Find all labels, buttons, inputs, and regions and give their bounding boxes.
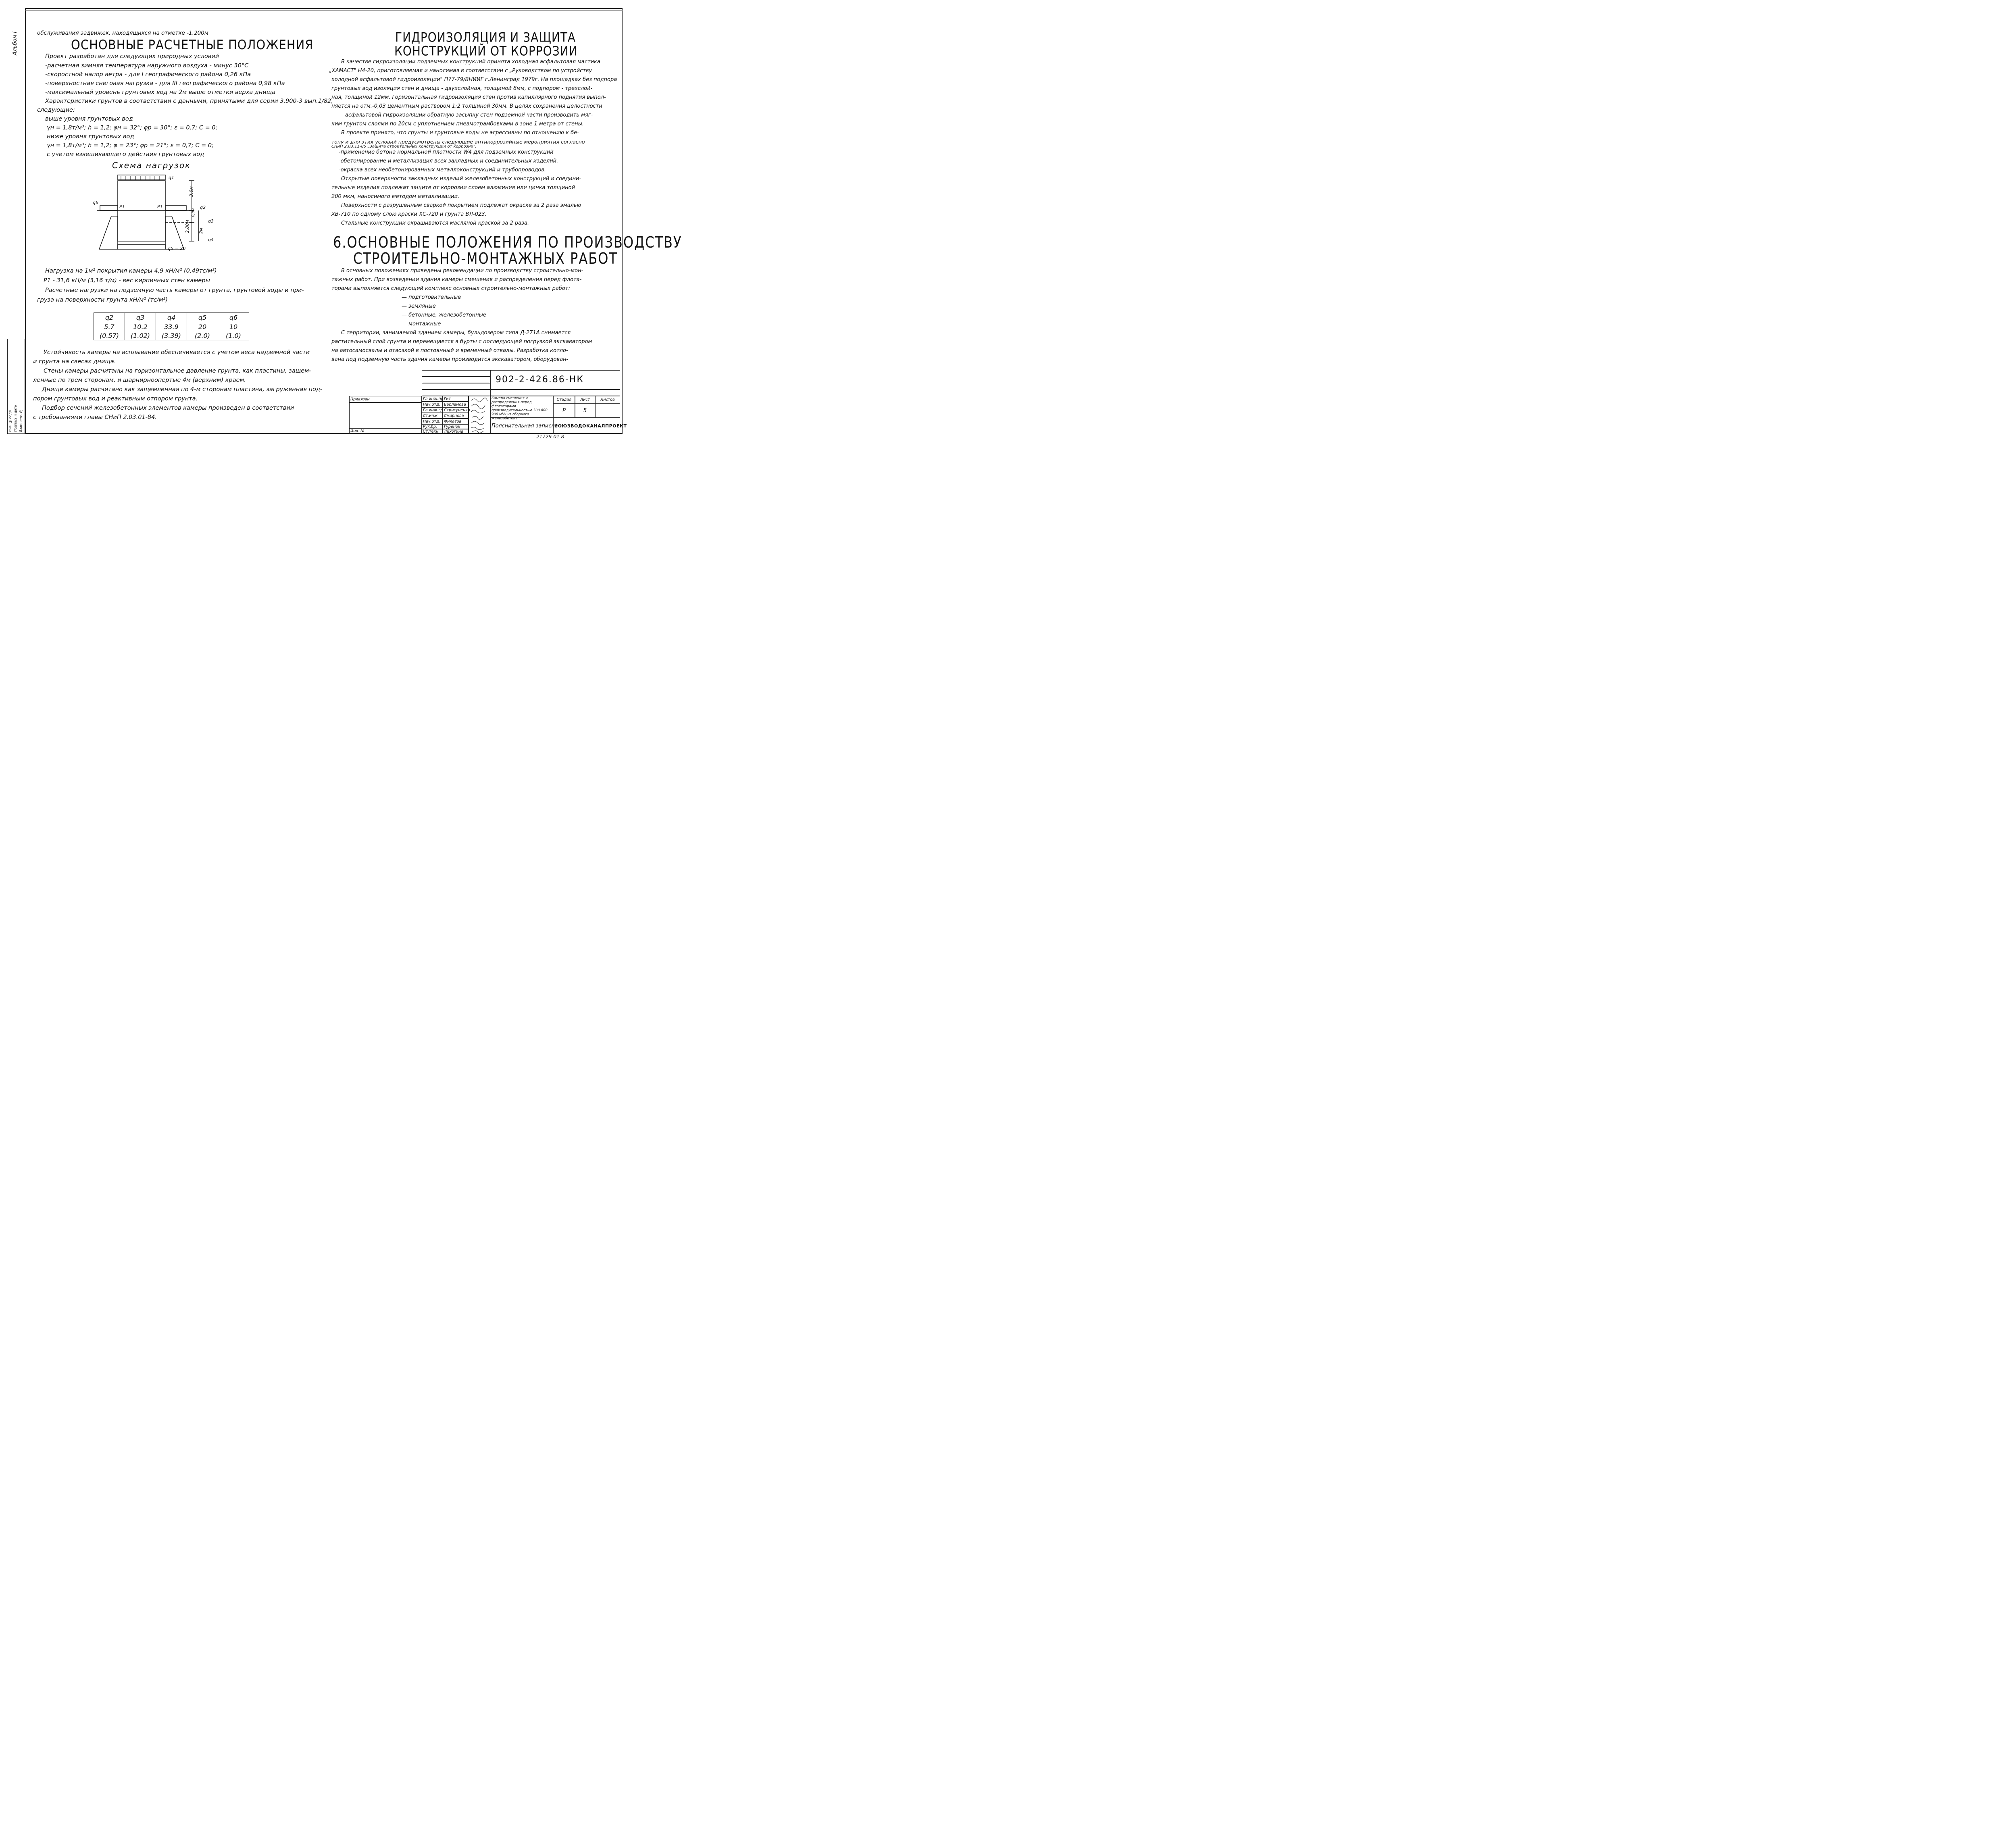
left-bottom-line: пором грунтовых вод и реактивным отпором грунта. [33, 396, 198, 402]
side-stamp-sign: Подпись и дата [14, 405, 17, 432]
right-line: Открытые поверхности закладных изделий железобетонных конструкций и соедини- [341, 176, 581, 182]
left-bottom-line: с требованиями главы СНиП 2.03.01-84. [33, 414, 157, 421]
table-header: q3 [125, 313, 156, 322]
work-item: — подготовительные [402, 294, 461, 300]
name-cell: Филатов [443, 419, 469, 424]
table-cell: (2.0) [187, 331, 218, 340]
left-line: Проект разработан для следующих природных условий [45, 53, 219, 60]
right-line: -окраска всех необетонированных металлоконструкций и трубопроводов. [339, 167, 546, 173]
dim-0-8m: 0,8м [192, 208, 196, 217]
table-header: q2 [94, 313, 125, 322]
label-q6: q6 [93, 200, 98, 205]
role-cell: Ст.инж. [422, 413, 443, 419]
stamp-grid-cell [490, 390, 620, 396]
scheme-title: Схема нагрузок [112, 160, 191, 170]
load-scheme-diagram [89, 173, 222, 254]
document-code: 902-2-426.86-НК [490, 370, 620, 390]
role-cell: Гл.инж.гр. [422, 407, 443, 413]
load-line: груза на поверхности грунта кН/м² (тс/м²) [37, 297, 168, 303]
left-line: -расчетная зимняя температура наружного воздуха - минус 30°С [45, 63, 249, 69]
left-line: Характеристики грунтов в соответствии с данными, принятыми для серии 3.900-3 вып.1/82, [45, 98, 333, 104]
stage-header: Стадия [553, 396, 575, 403]
right-line: тону и для этих условий предусмотрены следующие антикоррозийные мероприятия согласно [331, 139, 585, 145]
section6-line: В основных положениях приведены рекомендации по производству строительно-мон- [341, 268, 583, 274]
dim-2-80m: 2,80м [185, 220, 190, 233]
work-item: — монтажные [402, 321, 441, 327]
left-bottom-line: Устойчивость камеры на всплывание обеспечивается с учетом веса надземной части [44, 349, 310, 356]
stamp-grid-cell [422, 370, 490, 377]
intro-text: обслуживания задвижек, находящихся на отметке -1.200м [37, 30, 208, 36]
privyazan-label: Привязан [349, 396, 422, 402]
left-bottom-line: Подбор сечений железобетонных элементов камеры произведен в соответствии [42, 405, 294, 411]
stamp-grid-cell [422, 377, 490, 383]
left-bottom-line: Стены камеры расчитаны на горизонтальное давление грунта, как пластины, защем- [44, 368, 311, 374]
left-line: с учетом взвешивающего действия грунтовых вод [47, 151, 204, 158]
table-cell: (3.39) [156, 331, 187, 340]
right-line: 200 мкм, наносимого методом металлизации. [331, 194, 460, 200]
sheet-archive-number: 21729-01 8 [536, 434, 564, 440]
right-line: Поверхности с разрушенным сваркой покрытием подлежат окраске за 2 раза эмалью [341, 202, 581, 208]
left-bottom-line: ленные по трем сторонам, и шарнирноопертые 4м (верхним) краем. [33, 377, 246, 383]
label-q5: q5 = 20 [168, 246, 186, 251]
work-item: — земляные [402, 303, 436, 309]
right-line: грунтовых вод изоляция стен и днища - двухслойная, толщиной 8мм, с подпором - трехслой- [331, 85, 593, 92]
table-cell: (1.0) [218, 331, 249, 340]
stamp-grid-cell [422, 383, 490, 390]
right-line: тельные изделия подлежат защите от коррозии слоем алюминия или цинка толщиной [331, 185, 575, 191]
left-section-title: ОСНОВНЫЕ РАСЧЕТНЫЕ ПОЛОЖЕНИЯ [71, 37, 314, 52]
name-cell: Варламова [443, 402, 469, 407]
right-line: ким грунтом слоями по 20см с уплотнением пневмотрамбовками в зоне 1 метра от стены. [331, 121, 584, 127]
section6-title-line2: СТРОИТЕЛЬНО-МОНТАЖНЫХ РАБОТ [353, 249, 618, 268]
right-line: Стальные конструкции окрашиваются масляной краской за 2 раза. [341, 220, 529, 226]
role-cell: Ст.техн. [422, 429, 443, 434]
name-cell: Гит [443, 396, 469, 402]
section6-line: тажных работ. При возведении здания камеры смешения и распределения перед флота- [331, 277, 582, 283]
left-pressure-diagram [99, 216, 118, 249]
role-cell: Рук.бр. [422, 424, 443, 429]
right-line: няется на отм.-0,03 цементным раствором 1:2 толщиной 30мм. В целях сохранения целостности [331, 103, 602, 109]
section6-title-line1: 6.ОСНОВНЫЕ ПОЛОЖЕНИЯ ПО ПРОИЗВОДСТВУ [333, 233, 682, 252]
q5-load-block [118, 244, 165, 249]
right-line: -обетонирование и металлизация всех закладных и соединительных изделий. [339, 158, 558, 164]
sheets-header: Листов [595, 396, 620, 403]
name-cell: Лихогина [443, 429, 469, 434]
table-cell: (1.02) [125, 331, 156, 340]
section6-line: торами выполняется следующий комплекс основных строительно-монтажных работ: [331, 285, 570, 292]
left-line: -максимальный уровень грунтовых вод на 2м выше отметки верха днища [45, 89, 276, 96]
label-p1-right: P1 [157, 204, 163, 209]
left-line: выше уровня грунтовых вод [45, 116, 133, 122]
table-row [94, 331, 249, 340]
table-cell: (0.57) [94, 331, 125, 340]
right-line: „ХАМАСТ" Н4-20, приготовляемая и наносимая в соответствии с „Руководством по устройству [329, 68, 592, 74]
table-cell: 10 [218, 322, 249, 331]
right-line: ная, толщиной 12мм. Горизонтальная гидроизоляция стен против капиллярного поднятия выпол- [331, 94, 606, 100]
left-line: ниже уровня грунтовых вод [47, 133, 134, 140]
label-q3: q3 [208, 219, 214, 224]
album-label: Альбом I [12, 31, 18, 55]
chamber-outline [118, 181, 165, 241]
organization-name: СОЮЗВОДОКАНАЛПРОЕКТ [553, 418, 620, 434]
left-line: γн = 1,8т/м³; h = 1,2; φн = 32°; φр = 30°; ε = 0,7; C = 0; [47, 125, 218, 131]
side-stamp-inv: Инв. № подл. [8, 409, 12, 432]
object-description: Камера смешения и распределения перед флотаторами производительностью 300 800 900 м³/ч из сборного железобетона [490, 396, 553, 418]
q2-load-block [165, 206, 186, 210]
stamp-blank-area [349, 402, 422, 428]
table-header-row [94, 313, 249, 322]
sheets-value [595, 403, 620, 418]
load-line: Расчетные нагрузки на подземную часть камеры от грунта, грунтовой воды и при- [45, 287, 304, 294]
label-p1-left: P1 [119, 204, 125, 209]
left-bottom-line: и грунта на свесах днища. [33, 358, 116, 365]
table-cell: 10.2 [125, 322, 156, 331]
right-line: ХВ-710 по одному слою краски ХС-720 и грунта ВЛ-023. [331, 211, 487, 217]
table-header: q5 [187, 313, 218, 322]
document-name: Пояснительная записка [490, 418, 553, 434]
name-cell: Гуренок [443, 424, 469, 429]
sheet-header: Лист [575, 396, 595, 403]
left-bottom-line: Днище камеры расчитано как защемленная по 4-м сторонам пластина, загруженная под- [42, 386, 323, 393]
section6-line: на автосамосвалы и отвозкой в постоянный и временный отвалы. Разработка котло- [331, 348, 568, 354]
table-cell: 33.9 [156, 322, 187, 331]
right-line: СНиП 2.03.11-85 „Защита строительных конструкций от коррозии": [331, 144, 477, 149]
stage-value: Р [553, 403, 575, 418]
right-line: В проекте принято, что грунты и грунтовые воды не агрессивны по отношению к бе- [341, 130, 579, 136]
left-line: следующие: [37, 107, 75, 113]
left-line: -поверхностная снеговая нагрузка - для III географического района 0,98 кПа [45, 80, 285, 87]
dim-2m: 2м [198, 227, 204, 234]
name-cell: Стригуненко [443, 407, 469, 413]
load-line: Нагрузка на 1м² покрытия камеры 4,9 кН/м² (0,49тс/м²) [45, 268, 217, 274]
table-header: q4 [156, 313, 187, 322]
signatures-column [469, 396, 490, 434]
right-line: асфальтовой гидроизоляции обратную засыпку стен подземной части производить мяг- [345, 112, 593, 118]
section6-line: растительный слой грунта и перемещается в бурты с последующей погрузкой экскаватором [331, 339, 592, 345]
table-row [94, 322, 249, 331]
right-title-line1: ГИДРОИЗОЛЯЦИЯ И ЗАЩИТА [395, 29, 576, 45]
left-line: -скоростной напор ветра - для I географического района 0,26 кПа [45, 71, 251, 78]
top-border-line [25, 10, 623, 11]
right-line: В качестве гидроизоляции подземных конструкций принята холодная асфальтовая мастика [341, 59, 600, 65]
work-item: — бетонные, железобетонные [402, 312, 486, 318]
role-cell: Нач.отд. [422, 402, 443, 407]
table-cell: 20 [187, 322, 218, 331]
dim-3-6m: 3,6м [189, 186, 194, 197]
inv-label: Инв. № [349, 428, 422, 434]
label-q1: q1 [169, 175, 174, 180]
sheet-value: 5 [575, 403, 595, 418]
signatures-image [470, 396, 490, 433]
q6-load-block [100, 206, 118, 210]
load-line: P1 - 31,6 кН/м (3,16 т/м) - вес кирпичных стен камеры [44, 277, 210, 284]
right-title-line2: КОНСТРУКЦИЙ ОТ КОРРОЗИИ [394, 43, 578, 59]
right-line: -применение бетона нормальной плотности W4 для подземных конструкций [339, 149, 554, 155]
side-stamp-replace: Взам. инв. № [19, 410, 23, 432]
section6-line: С территории, занимаемой зданием камеры, бульдозером типа Д-271А снимается [341, 330, 571, 336]
q1-arrows [121, 176, 160, 180]
title-block-stamp [349, 370, 627, 434]
side-stamp-block [7, 339, 25, 434]
loads-table [94, 313, 249, 340]
label-q4: q4 [208, 237, 214, 242]
right-pressure-diagram [165, 216, 184, 249]
table-header: q6 [218, 313, 249, 322]
stamp-grid-cell [422, 390, 490, 396]
left-line: γн = 1,8т/м³; h = 1,2; φ = 23°; φр = 21°; ε = 0,7; C = 0; [47, 142, 214, 149]
label-q2: q2 [200, 205, 206, 210]
role-cell: Нач.отд. [422, 419, 443, 424]
section6-line: вана под подземную часть здания камеры производится экскаватором, оборудован- [331, 356, 569, 363]
right-line: холодной асфальтовой гидроизоляции" П77-79/ВНИИГ г.Ленинград 1979г. На площадках без подпора [331, 77, 617, 83]
q1-load-block [118, 175, 165, 180]
table-cell: 5.7 [94, 322, 125, 331]
role-cell: Гл.инж.пр. [422, 396, 443, 402]
name-cell: Смирнова [443, 413, 469, 419]
